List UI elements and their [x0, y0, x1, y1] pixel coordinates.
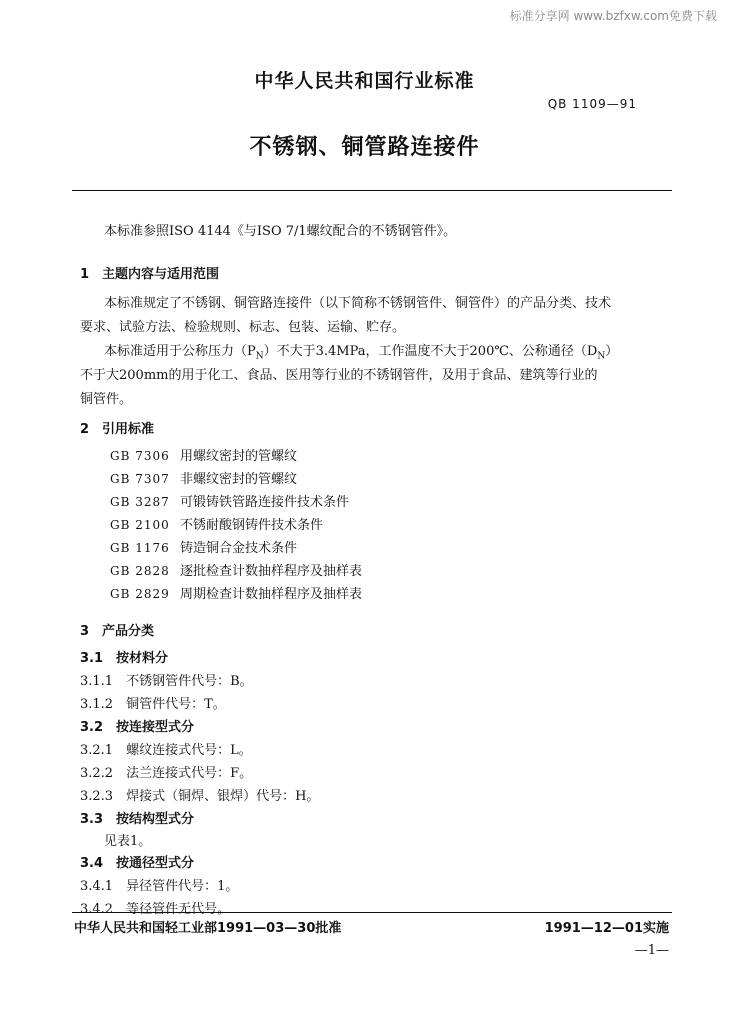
section3-item: 3.1.1 不锈钢管件代号：B。: [80, 674, 253, 689]
section3-item: 3.4.1 异径管件代号：1。: [80, 879, 239, 894]
section3-item: 3.2.3 焊接式（铜焊、银焊）代号：H。: [80, 789, 320, 804]
ref-item: GB 3287 可锻铸铁管路连接件技术条件: [110, 495, 350, 510]
section1-p2-line1: 本标准适用于公称压力$(P_N)$不大于3.4MPa，工作温度不大于200℃、公称通径$(D_N)$: [104, 344, 619, 362]
section1-heading: 1 主题内容与适用范围: [80, 267, 220, 282]
section2-heading: 2 引用标准: [80, 422, 155, 437]
approval-text: 中华人民共和国轻工业部1991—03—30批准: [74, 921, 342, 936]
section3-item: 3.2.2 法兰连接式代号：F。: [80, 766, 253, 781]
intro-text: 本标准参照ISO 4144《与ISO 7/1螺纹配合的不锈钢管件》。: [104, 224, 457, 239]
ref-item: GB 2828 逐批检查计数抽样程序及抽样表: [110, 564, 363, 579]
ref-item: GB 2100 不锈耐酸钢铸件技术条件: [110, 518, 324, 533]
document-title: 不锈钢、铜管路连接件: [249, 135, 480, 160]
ref-item: GB 2829 周期检查计数抽样程序及抽样表: [110, 587, 363, 602]
ref-item: GB 7306 用螺纹密封的管螺纹: [110, 449, 298, 464]
section3-heading: 3 产品分类: [80, 624, 155, 639]
section3-item: 见表1。: [104, 834, 152, 849]
section1-p2-line2: 不于大200mm的用于化工、食品、医用等行业的不锈钢管件，及用于食品、建筑等行业的: [80, 368, 598, 383]
page-number: —1—: [634, 943, 669, 958]
section3-item: 3.2 按连接型式分: [80, 720, 195, 735]
section3-item: 3.3 按结构型式分: [80, 812, 195, 827]
section3-item: 3.1 按材料分: [80, 651, 169, 666]
section3-item: 3.2.1 螺纹连接式代号：L。: [80, 743, 252, 758]
section1-p1-line1: 本标准规定了不锈钢、铜管路连接件（以下简称不锈钢管件、铜管件）的产品分类、技术: [104, 296, 612, 311]
ref-item: GB 1176 铸造铜合金技术条件: [110, 541, 298, 556]
watermark-text: 标准分享网 www.bzfxw.com免费下载: [509, 9, 717, 23]
document-code: QB 1109—91: [547, 97, 637, 111]
section3-item: 3.4 按通径型式分: [80, 856, 195, 871]
section1-p2-line3: 铜管件。: [80, 392, 133, 407]
implementation-date: 1991—12—01实施: [544, 921, 669, 936]
standard-header: 中华人民共和国行业标准: [254, 70, 475, 92]
section3-item: 3.4.2 等径管件无代号。: [80, 902, 231, 917]
section3-item: 3.1.2 铜管件代号：T。: [80, 697, 226, 712]
section1-p1-line2: 要求、试验方法、检验规则、标志、包装、运输、贮存。: [80, 320, 406, 335]
footer-rule: [72, 912, 672, 913]
header-rule: [72, 190, 672, 191]
ref-item: GB 7307 非螺纹密封的管螺纹: [110, 472, 298, 487]
